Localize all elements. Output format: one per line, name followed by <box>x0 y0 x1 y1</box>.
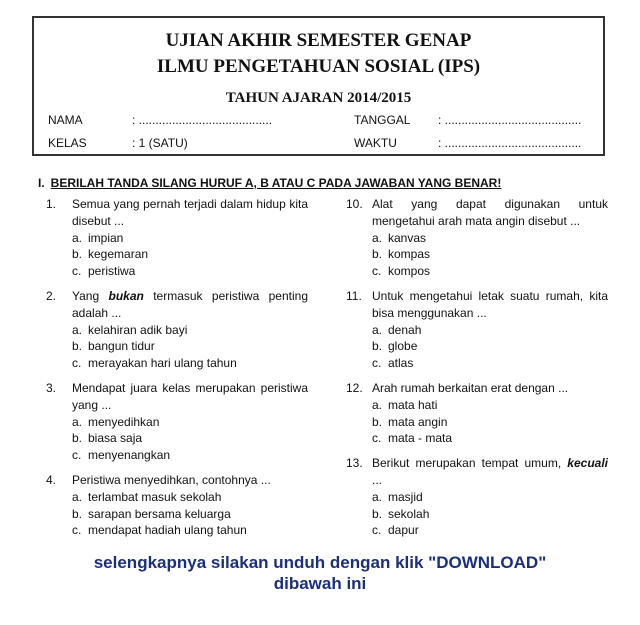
question-text <box>372 380 608 397</box>
answer-option <box>72 246 308 263</box>
question-text <box>372 288 608 322</box>
question-item <box>46 196 308 280</box>
answer-option <box>72 414 308 431</box>
option-text: merayakan hari ulang tahun <box>88 356 237 371</box>
option-text: biasa saja <box>88 431 143 446</box>
question-number: 3. <box>46 380 57 395</box>
question-number: 2. <box>46 288 57 303</box>
section-number: I. <box>38 176 45 190</box>
answer-option <box>72 506 308 523</box>
question-item <box>46 380 308 464</box>
waktu-field: : ......................................... <box>438 136 582 150</box>
answer-option <box>372 322 608 339</box>
question-text <box>72 380 308 414</box>
option-text: denah <box>388 322 422 337</box>
option-letter: b. <box>72 506 83 521</box>
answer-option <box>372 230 608 247</box>
section-heading <box>38 176 501 190</box>
option-letter: a. <box>372 489 383 504</box>
option-text: dapur <box>388 523 419 538</box>
answer-option <box>372 338 608 355</box>
question-text-part: Arah rumah berkaitan erat dengan ... <box>372 380 569 395</box>
answer-option <box>372 397 608 414</box>
question-number: 11. <box>346 288 362 303</box>
question-emphasis: kecuali <box>567 456 608 471</box>
answer-option <box>72 447 308 464</box>
option-text: mata angin <box>388 414 448 429</box>
question-text-part: Semua yang pernah terjadi dalam hidup kita disebut ... <box>72 197 308 228</box>
answer-option <box>72 230 308 247</box>
kelas-label: KELAS <box>48 136 87 150</box>
option-letter: c. <box>372 264 382 279</box>
answer-option <box>372 489 608 506</box>
question-text-part: Mendapat juara kelas merupakan peristiwa yang ... <box>72 380 308 412</box>
answer-option <box>372 263 608 280</box>
option-text: kelahiran adik bayi <box>88 322 188 337</box>
waktu-label: WAKTU <box>354 136 397 150</box>
exam-title: UJIAN AKHIR SEMESTER GENAP <box>165 30 472 51</box>
answer-option <box>72 263 308 280</box>
answer-option <box>372 430 608 447</box>
option-text: kanvas <box>388 230 427 245</box>
nama-field: : ........................................ <box>132 113 273 127</box>
subject-title: ILMU PENGETAHUAN SOSIAL (IPS) <box>156 56 481 77</box>
option-text: mata - mata <box>388 431 453 446</box>
option-text: peristiwa <box>88 264 136 279</box>
question-text-part: Untuk mengetahui letak suatu rumah, kita bisa menggunakan ... <box>372 288 608 320</box>
question-item <box>346 196 608 280</box>
option-text: masjid <box>388 489 423 504</box>
option-letter: b. <box>372 414 383 429</box>
nama-label: NAMA <box>48 113 83 127</box>
question-item <box>46 288 308 372</box>
option-text: kompas <box>388 247 431 262</box>
section-instruction: BERILAH TANDA SILANG HURUF A, B ATAU C PADA JAWABAN YANG BENAR! <box>50 176 502 190</box>
question-item <box>346 455 608 539</box>
question-text <box>372 196 608 230</box>
exam-header-box <box>32 16 605 156</box>
question-item <box>346 288 608 372</box>
option-letter: b. <box>72 431 83 446</box>
answer-option <box>72 489 308 506</box>
option-letter: c. <box>72 448 82 463</box>
option-text: terlambat masuk sekolah <box>88 489 222 504</box>
kelas-field: : 1 (SATU) <box>132 136 188 150</box>
question-text-part: Peristiwa menyedihkan, contohnya ... <box>72 472 271 487</box>
answer-option <box>372 414 608 431</box>
questions-right-column <box>346 196 608 547</box>
answer-option <box>72 355 308 372</box>
option-letter: a. <box>72 230 83 245</box>
answer-option <box>72 338 308 355</box>
question-text-part: Alat yang dapat digunakan untuk mengetahui arah mata angin disebut ... <box>372 197 608 228</box>
option-text: menyedihkan <box>88 414 160 429</box>
questions-left-column <box>46 196 308 547</box>
question-emphasis: bukan <box>108 288 144 303</box>
question-number: 1. <box>46 197 57 211</box>
option-text: atlas <box>388 356 414 371</box>
question-item <box>46 472 308 539</box>
option-letter: b. <box>372 506 383 521</box>
question-text-part: termasuk peristiwa penting adalah ... <box>72 288 308 320</box>
option-letter: c. <box>72 356 82 371</box>
question-number: 13. <box>346 456 363 471</box>
option-letter: a. <box>372 230 383 245</box>
option-text: impian <box>88 230 124 245</box>
option-text: kompos <box>388 264 431 279</box>
option-letter: a. <box>72 489 83 504</box>
option-letter: a. <box>372 397 383 412</box>
question-number: 4. <box>46 472 57 487</box>
option-letter: c. <box>372 523 382 538</box>
question-text-part: Yang <box>72 288 109 303</box>
answer-option <box>72 522 308 539</box>
option-letter: b. <box>372 247 383 262</box>
option-letter: c. <box>372 431 382 446</box>
question-text <box>372 455 608 489</box>
option-text: mata hati <box>388 397 438 412</box>
tanggal-label: TANGGAL <box>354 113 411 127</box>
question-number: 12. <box>346 380 363 395</box>
option-letter: b. <box>72 247 83 262</box>
question-text <box>72 196 308 230</box>
option-letter: c. <box>372 356 382 371</box>
answer-option <box>72 430 308 447</box>
option-letter: a. <box>72 322 83 337</box>
question-item <box>346 380 608 447</box>
option-text: kegemaran <box>88 247 149 262</box>
option-text: mendapat hadiah ulang tahun <box>88 523 247 538</box>
tanggal-field: : ......................................... <box>438 113 582 127</box>
option-text: bangun tidur <box>88 339 155 354</box>
download-note-line1: selengkapnya silakan unduh dengan klik "DOWNLOAD" <box>93 553 547 572</box>
option-text: sarapan bersama keluarga <box>88 506 231 521</box>
question-text <box>72 472 308 489</box>
answer-option <box>372 522 608 539</box>
option-text: sekolah <box>388 506 430 521</box>
option-letter: a. <box>372 322 383 337</box>
question-text-part: Berikut merupakan tempat umum, <box>372 456 568 471</box>
academic-year: TAHUN AJARAN 2014/2015 <box>225 90 412 106</box>
option-letter: c. <box>72 264 82 279</box>
answer-option <box>372 355 608 372</box>
option-letter: b. <box>372 339 383 354</box>
option-letter: c. <box>72 523 82 538</box>
question-number: 10. <box>346 197 363 211</box>
answer-option <box>372 506 608 523</box>
option-letter: b. <box>72 339 83 354</box>
option-text: globe <box>388 339 418 354</box>
option-letter: a. <box>72 414 83 429</box>
answer-option <box>72 322 308 339</box>
question-text <box>72 288 308 322</box>
answer-option <box>372 246 608 263</box>
download-note-line2: dibawah ini <box>273 574 367 593</box>
question-text-part: ... <box>372 472 383 487</box>
option-text: menyenangkan <box>88 448 171 463</box>
